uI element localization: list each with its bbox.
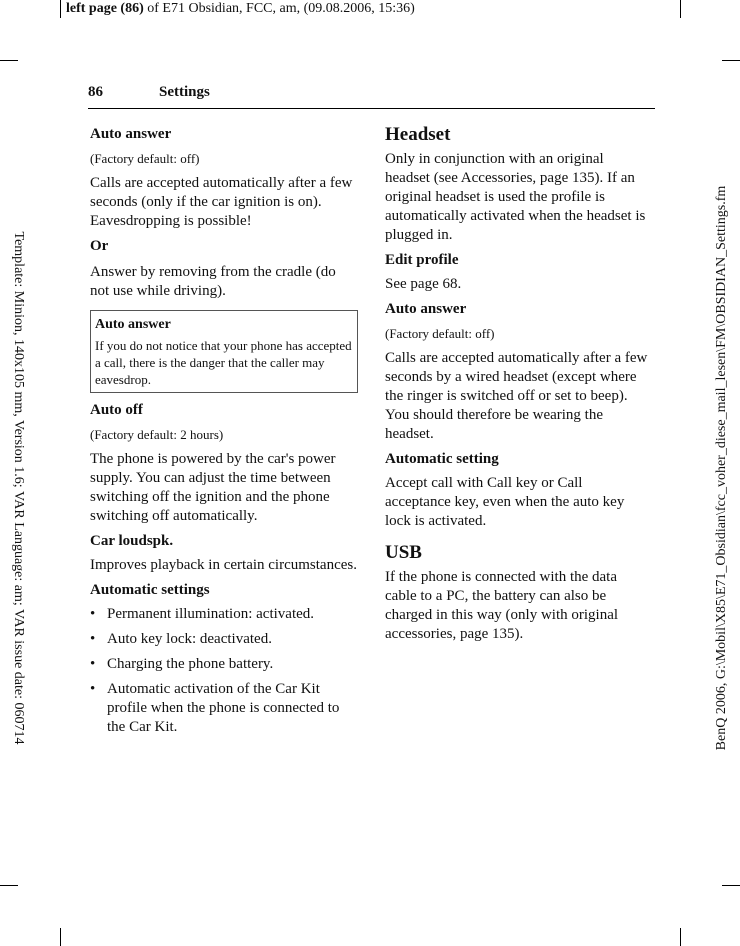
auto-answer-heading: Auto answer: [385, 301, 467, 317]
auto-answer-default: (Factory default: off): [385, 326, 495, 341]
file-path: BenQ 2006, G:\Mobil\X85\E71_Obsidian\fcc_voher_diese_mail_lesen\FM\OBSIDIAN_Settings.fm: [714, 185, 729, 751]
template-info: Template: Minion, 140x105 mm, Version 1.6; VAR Language: am; VAR issue date: 060714: [11, 231, 26, 745]
note-title: Auto answer: [95, 317, 171, 332]
running-header: [88, 82, 655, 109]
slug-info: of E71 Obsidian, FCC, am, (09.08.2006, 15:36): [143, 1, 415, 16]
usb-text: If the phone is connected with the data cable to a PC, the battery can also be charged in this way (only with original accessories, page 135).: [385, 569, 619, 642]
crop-mark: [722, 885, 740, 886]
car-loudspk-heading: Car loudspk.: [90, 533, 174, 549]
auto-answer-default: (Factory default: off): [90, 151, 200, 166]
slug-page: left page (86): [66, 1, 144, 16]
automatic-settings-list: [90, 605, 358, 737]
list-item: • Charging the phone battery.: [90, 655, 358, 674]
list-item: • Auto key lock: deactivated.: [90, 630, 358, 649]
auto-answer-text: Calls are accepted automatically after a few seconds by a wired headset (except where the ringer is switched off or set to beep). You should therefore be wearing the headset.: [385, 350, 648, 442]
usb-heading: USB: [385, 542, 422, 563]
auto-off-default: (Factory default: 2 hours): [90, 427, 224, 442]
crop-mark: [60, 928, 61, 946]
section-title: Settings: [159, 84, 210, 100]
crop-mark: [680, 928, 681, 946]
headset-text: Only in conjunction with an original headset (see Accessories, page 135). If an original headset is used the profile is automatically activated when the headset is plugged in.: [385, 151, 646, 243]
left-column: [90, 125, 358, 743]
list-item: • Permanent illumination: activated.: [90, 605, 358, 624]
auto-off-text: The phone is powered by the car's power supply. You can adjust the time between switching off the ignition and the phone switching off automatically.: [90, 451, 336, 524]
automatic-setting-heading: Automatic setting: [385, 451, 499, 467]
crop-mark: [0, 60, 18, 61]
auto-answer-text: Calls are accepted automatically after a few seconds (only if the car ignition is on). Eavesdropping is possible!: [90, 175, 353, 229]
crop-mark: [680, 0, 681, 18]
automatic-setting-text: Accept call with Call key or Call acceptance key, even when the auto key lock is activated.: [385, 475, 625, 529]
page-number: 86: [88, 84, 103, 100]
headset-heading: Headset: [385, 124, 451, 145]
note-body: If you do not notice that your phone has accepted a call, there is the danger that the caller may eavesdrop.: [95, 338, 352, 387]
print-slug: [66, 0, 415, 18]
car-loudspk-text: Improves playback in certain circumstances.: [90, 557, 357, 573]
edit-profile-text: See page 68.: [385, 276, 462, 292]
list-item: • Automatic activation of the Car Kit profile when the phone is connected to the Car Kit.: [90, 680, 358, 737]
crop-mark: [60, 0, 61, 18]
edit-profile-heading: Edit profile: [385, 252, 459, 268]
crop-mark: [722, 60, 740, 61]
warning-note: [90, 310, 358, 393]
auto-answer-alt-text: Answer by removing from the cradle (do not use while driving).: [90, 264, 336, 299]
crop-mark: [0, 885, 18, 886]
auto-answer-heading: Auto answer: [90, 126, 172, 142]
or-heading: Or: [90, 238, 109, 254]
right-column: [385, 125, 651, 650]
auto-off-heading: Auto off: [90, 402, 143, 418]
automatic-settings-heading: Automatic settings: [90, 582, 210, 598]
